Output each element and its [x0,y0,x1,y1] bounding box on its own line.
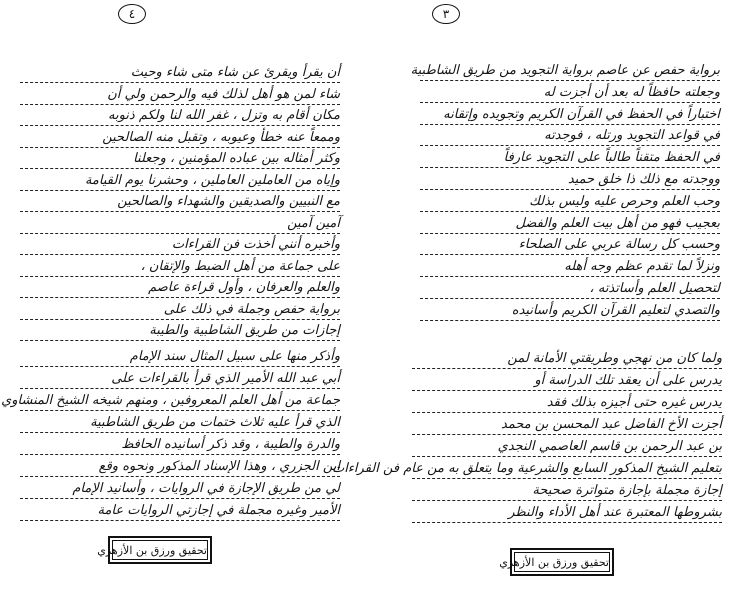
baseline-rule [20,520,340,521]
line-text: بتعليم الشيخ المذكور السابع والشرعية وما يتعلق به من عام فن القراءات [331,461,722,476]
text-line [20,86,340,106]
right-page [331,0,736,594]
text-line [420,84,720,104]
baseline-rule [20,211,340,212]
baseline-rule [412,368,722,369]
line-text: لي من طريق الإجازة في الروايات ، وأسانيد الإمام [72,481,340,496]
line-text: يدرس غيره حتى أجيزه بذلك فقد [546,395,722,410]
text-line [420,215,720,235]
baseline-rule [20,125,340,126]
text-line [412,394,722,414]
baseline-rule [420,320,720,321]
text-line [420,106,720,126]
line-text: وممعاً عنه خطأ وعيوبه ، وتقبل منه الصالحين [102,129,340,145]
line-text: الأمير وغيره مجملة في إجازتي الروايات عامة [97,503,340,518]
baseline-rule [20,82,340,83]
text-line [420,149,720,169]
baseline-rule [20,104,340,105]
line-text: الذي قرأ عليه ثلاث ختمات من طريق الشاطبية [90,415,340,430]
baseline-rule [420,145,720,146]
baseline-rule [20,147,340,148]
line-text: والعلم والعرفان ، وأول قراءة عاصم [148,280,340,295]
baseline-rule [20,432,340,433]
text-line [20,301,340,321]
line-text: وأذكر منها على سبيل المثال سند الإمام [129,349,340,364]
line-text: في الحفظ متقناً طالباً على التجويد عارفاً [503,150,720,166]
line-text: وأخبره أنني أخذت فن القراءات [171,237,340,252]
text-line [420,258,720,278]
baseline-rule [412,478,722,479]
line-text: شاء لمن هو أهل لذلك فيه والرحمن ولي أن [107,86,340,102]
line-text: بعجيب فهو من أهل بيت العلم والفضل [515,215,720,231]
text-line [20,322,340,342]
line-text: ولما كان من نهجي وطريقتي الأمانة لمن [507,351,722,366]
stamp [97,536,212,564]
line-text: ابن الجزري ، وهذا الإسناد المذكور ونحوه وقع [98,459,340,474]
text-line [20,414,340,434]
line-text: والتصدي لتعليم القرآن الكريم وأسانيده [511,302,720,318]
text-line [20,193,340,213]
line-text: وحب العلم وحرص عليه وليس بذلك [529,193,720,209]
text-line [420,127,720,147]
baseline-rule [420,254,720,255]
line-text: إجازة مجملة بإجازة متواترة صحيحة [532,483,722,498]
line-text: أن يقرأ ويقرئ عن شاء متى شاء وحيث [130,65,340,80]
baseline-rule [420,233,720,234]
line-text: آمين آمين [287,215,340,231]
text-line [412,350,722,370]
baseline-rule [20,340,340,341]
baseline-rule [420,298,720,299]
line-text: بن عبد الرحمن بن قاسم العاصمي النجدي [497,439,722,454]
text-line [20,480,340,500]
baseline-rule [420,124,720,125]
baseline-rule [412,456,722,457]
baseline-rule [20,454,340,455]
line-text: في قواعد التجويد ورتله ، فوجدته [544,128,720,144]
line-text: برواية حفص وجملة في ذلك على [163,301,340,317]
baseline-rule [420,167,720,168]
line-text: أبي عبد الله الأمير الذي قرأ بالقراءات على [111,371,340,386]
text-line [420,302,720,322]
text-line [410,62,720,82]
line-text: وجعلته حافظاً له بعد أن أجزت له [543,84,720,100]
baseline-rule [412,412,722,413]
baseline-rule [20,190,340,191]
line-text: مكان أقام به وتزل ، غفر الله لنا ولكم ذنوبه [108,108,340,123]
baseline-rule [20,276,340,277]
line-text: أجزت الأخ الفاضل عبد المحسن بن محمد [501,417,722,432]
baseline-rule [20,388,340,389]
stamp-text: تحقيق ورزق بن الأزهري [112,540,208,560]
baseline-rule [412,390,722,391]
text-line [420,236,720,256]
line-text: ونزلاً لما تقدم عظم وجه أهله [564,259,720,275]
text-line [20,370,340,390]
text-line [20,436,340,456]
stamp-text: تحقيق ورزق بن الأزهري [514,552,610,572]
line-text: يدرس على أن يعقد تلك الدراسة أو [534,373,722,388]
text-line [412,482,722,502]
baseline-rule [412,522,722,523]
text-line [412,438,722,458]
text-line [20,150,340,170]
baseline-rule [420,80,720,81]
baseline-rule [20,319,340,320]
text-line [20,348,340,368]
stamp [499,548,614,576]
text-line [20,107,340,127]
line-text: وكثر أمثاله بين عباده المؤمنين ، وجعلنا [133,151,340,166]
line-text: بشروطها المعتبرة عند أهل الأداء والنظر [508,505,722,520]
line-text: لتحصيل العلم وأساتذته ، [589,281,720,296]
baseline-rule [20,366,340,367]
text-line [20,64,340,84]
baseline-rule [420,189,720,190]
text-line [420,280,720,300]
text-line [420,171,720,191]
text-line [20,215,340,235]
text-line [420,193,720,213]
text-line [20,258,340,278]
page-number: ٣ [432,4,460,24]
text-line [20,458,340,478]
line-text: برواية حفص عن عاصم برواية التجويد من طريق الشاطبية [410,63,720,78]
line-text: ووجدته مع ذلك ذا خلق حميد [567,172,720,187]
baseline-rule [420,211,720,212]
baseline-rule [412,434,722,435]
text-line [412,416,722,436]
text-line [331,460,722,480]
line-text: اختباراً في الحفظ في القرآن الكريم وتجويده وإتقانه [443,106,720,122]
baseline-rule [20,168,340,169]
text-line [20,236,340,256]
baseline-rule [20,233,340,234]
baseline-rule [20,476,340,477]
text-line [20,502,340,522]
baseline-rule [20,498,340,499]
text-line [20,279,340,299]
text-line [20,172,340,192]
baseline-rule [20,297,340,298]
baseline-rule [420,276,720,277]
line-text: وحسب كل رسالة عربي على الصلحاء [518,237,720,253]
text-line [1,392,340,412]
line-text: مع النبيين والصديقين والشهداء والصالحين [117,194,340,209]
text-line [20,129,340,149]
page-number: ٤ [118,4,146,24]
baseline-rule [20,410,340,411]
baseline-rule [412,500,722,501]
baseline-rule [420,102,720,103]
line-text: والدرة والطيبة ، وقد ذكر أسانيده الحافظ [121,437,340,452]
text-line [412,372,722,392]
baseline-rule [20,254,340,255]
line-text: جماعة من أهل العلم المعروفين ، ومنهم شيخه الشيخ المنشاوي [1,393,340,408]
line-text: على جماعة من أهل الضبط والإتقان ، [140,258,340,274]
text-line [412,504,722,524]
line-text: وإياه من العاملين العاملين ، وحشرنا يوم القيامة [84,172,340,188]
line-text: إجازات من طريق الشاطبية والطيبة [149,323,340,338]
